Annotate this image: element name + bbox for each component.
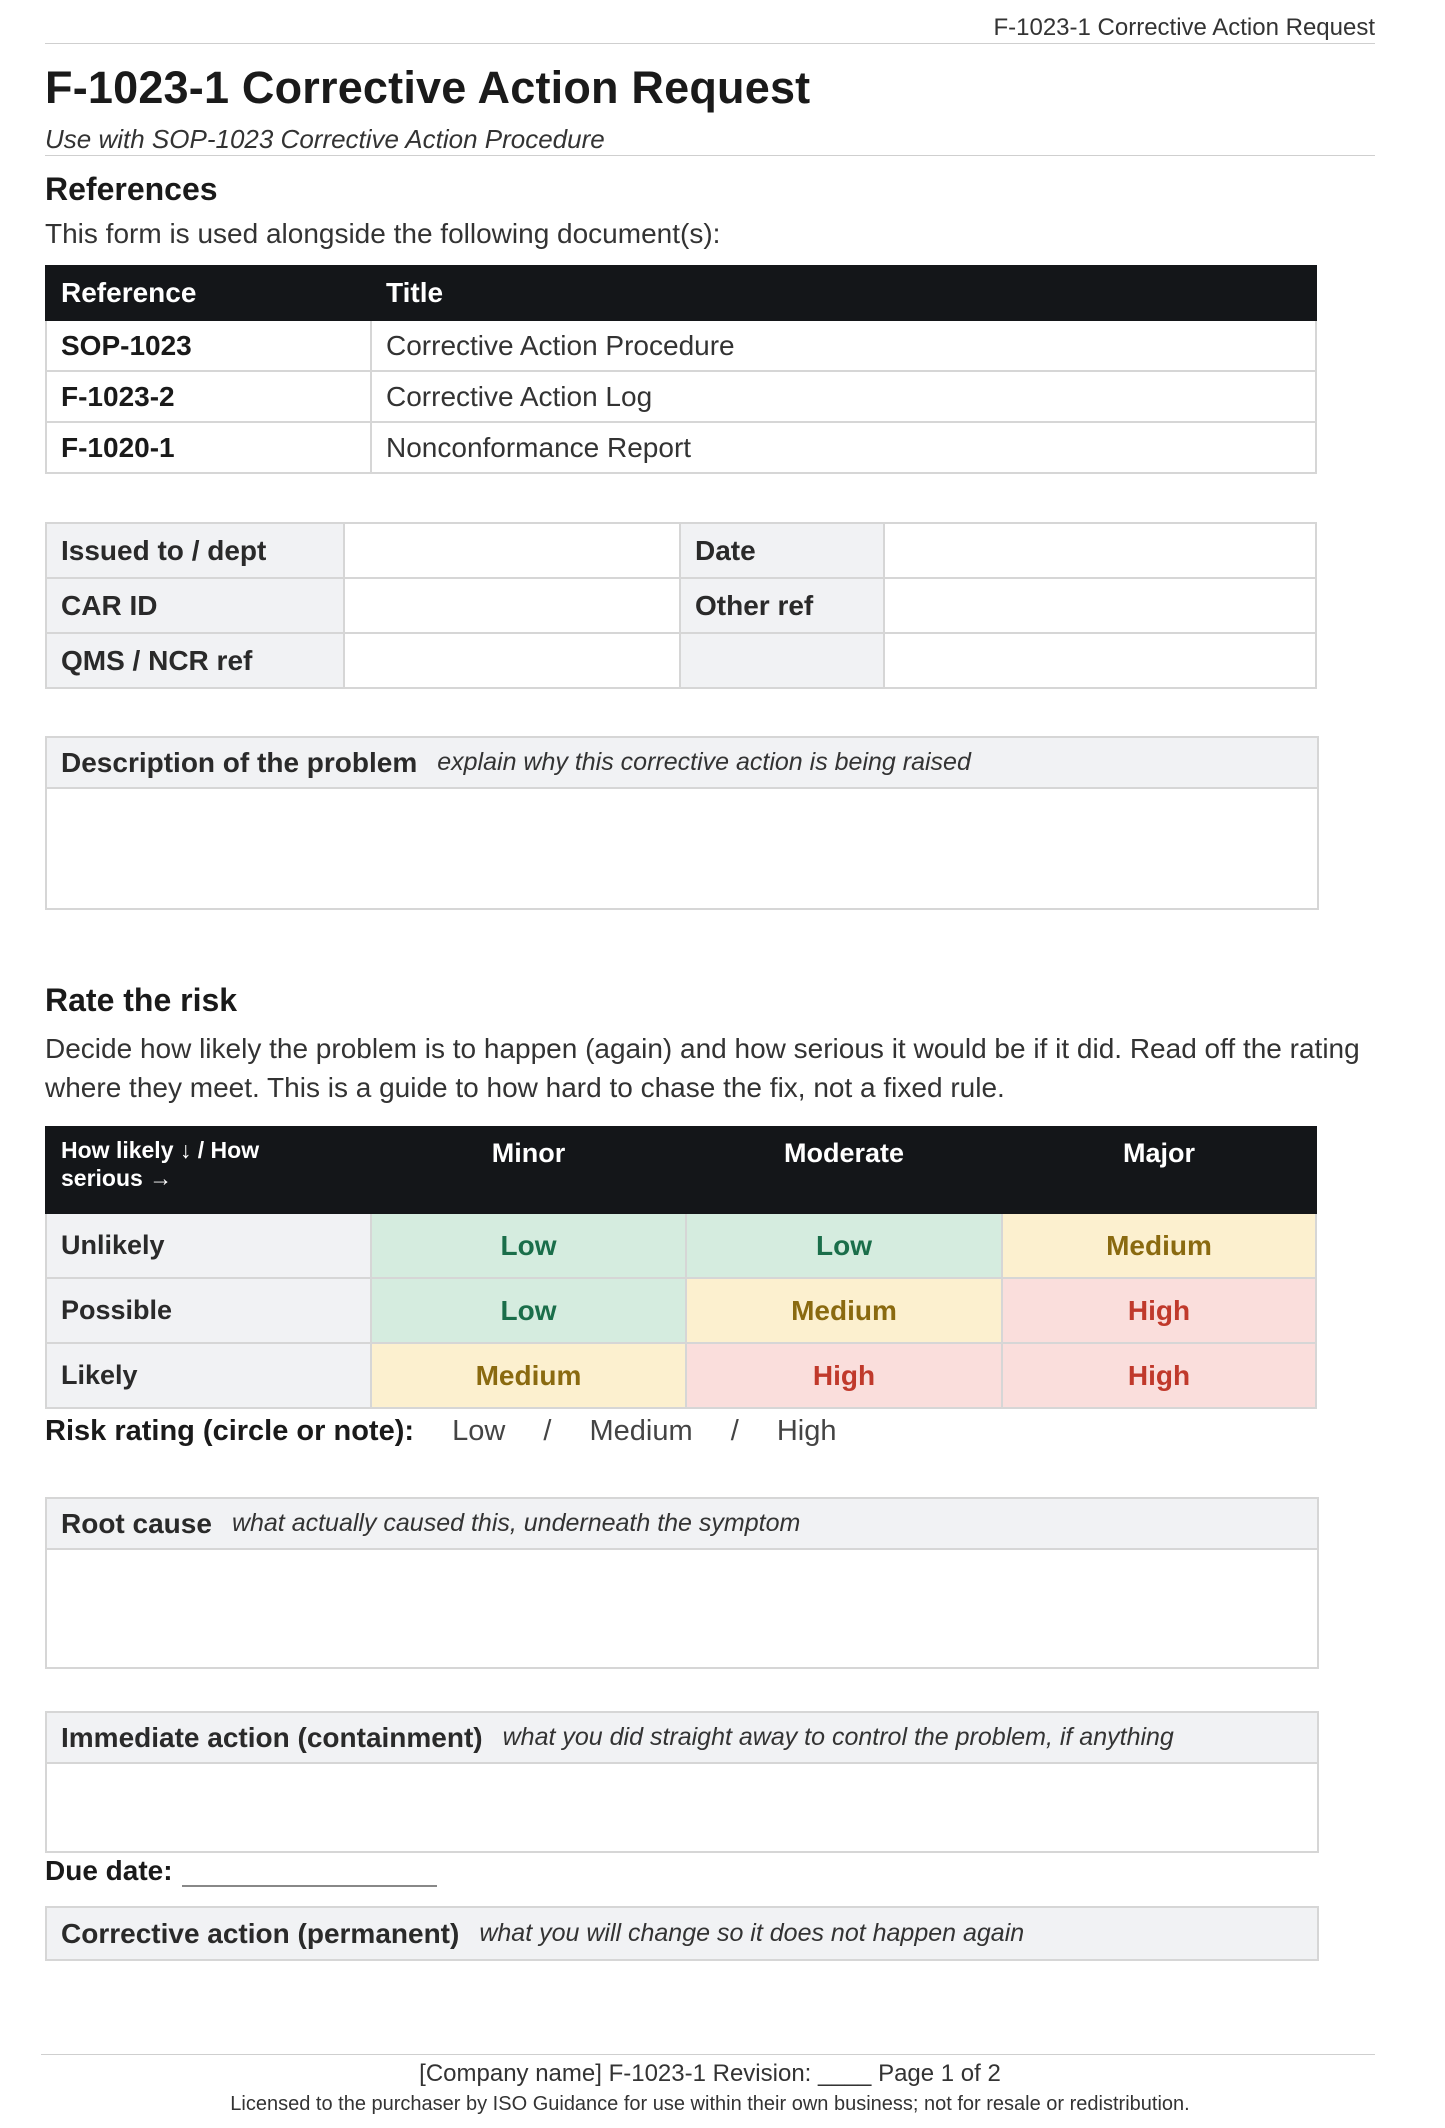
root-cause-field[interactable]: [47, 1550, 1317, 1663]
risk-cell-medium: Medium: [371, 1343, 686, 1408]
risk-cell-medium: Medium: [686, 1278, 1002, 1343]
qms-ncr-ref-label: QMS / NCR ref: [46, 633, 344, 688]
immediate-action-label: Immediate action (containment): [61, 1721, 483, 1753]
car-details-table: [45, 522, 1317, 689]
likelihood-label: Likely: [46, 1343, 371, 1408]
other-ref-label: Other ref: [680, 578, 884, 633]
references-heading: References: [45, 171, 218, 207]
references-intro: This form is used alongside the following document(s):: [45, 218, 721, 249]
date-field[interactable]: [884, 523, 1316, 578]
description-box: [45, 736, 1319, 910]
column-header-title: Title: [371, 266, 1316, 320]
risk-cell-high: High: [686, 1343, 1002, 1408]
references-header-row: [46, 266, 1316, 320]
risk-cell-low: Low: [686, 1213, 1002, 1278]
reference-code: F-1020-1: [46, 422, 371, 473]
description-field[interactable]: [47, 789, 1317, 904]
risk-header-row: [46, 1127, 1316, 1213]
reference-code: F-1023-2: [46, 371, 371, 422]
column-header-reference: Reference: [46, 266, 371, 320]
likelihood-row-unlikely: [46, 1213, 1316, 1278]
table-row: [46, 633, 1316, 688]
option-separator: /: [543, 1415, 552, 1447]
description-header: [47, 738, 1317, 789]
header-divider: [45, 43, 1375, 44]
risk-option-low[interactable]: Low: [452, 1415, 506, 1447]
date-label: Date: [680, 523, 884, 578]
corrective-action-label: Corrective action (permanent): [61, 1917, 460, 1949]
risk-heading: Rate the risk: [45, 982, 238, 1018]
reference-code: SOP-1023: [46, 320, 371, 371]
immediate-action-hint: what you did straight away to control the problem, if anything: [502, 1723, 1174, 1751]
table-row: [46, 523, 1316, 578]
root-cause-header: [47, 1499, 1317, 1550]
reference-title: Corrective Action Log: [371, 371, 1316, 422]
car-id-label: CAR ID: [46, 578, 344, 633]
immediate-action-header: [47, 1713, 1317, 1764]
footer-license: Licensed to the purchaser by ISO Guidance for use within their own business; not for resale or redistribution.: [230, 2093, 1190, 2115]
due-date-field[interactable]: [182, 1885, 437, 1887]
table-row: [46, 422, 1316, 473]
likelihood-label: Possible: [46, 1278, 371, 1343]
description-label: Description of the problem: [61, 746, 418, 778]
corner-label-line2: serious →: [61, 1165, 173, 1191]
corrective-action-box: [45, 1906, 1319, 1961]
table-row: [46, 578, 1316, 633]
risk-rating-label: Risk rating (circle or note):: [45, 1415, 415, 1447]
car-id-field[interactable]: [344, 578, 680, 633]
references-table: [45, 265, 1317, 474]
footer-doc-info: [Company name] F-1023-1 Revision: ____ Page 1 of 2: [419, 2060, 1001, 2087]
immediate-action-box: [45, 1711, 1319, 1853]
reference-title: Corrective Action Procedure: [371, 320, 1316, 371]
qms-ncr-ref-field[interactable]: [344, 633, 680, 688]
likelihood-row-possible: [46, 1278, 1316, 1343]
risk-option-medium[interactable]: Medium: [589, 1415, 693, 1447]
severity-moderate-header: Moderate: [686, 1127, 1002, 1213]
page-subtitle: Use with SOP-1023 Corrective Action Procedure: [45, 124, 605, 154]
due-date-label: Due date:: [45, 1855, 173, 1886]
root-cause-hint: what actually caused this, underneath the symptom: [231, 1509, 801, 1537]
root-cause-label: Root cause: [61, 1507, 212, 1539]
risk-option-high[interactable]: High: [776, 1415, 837, 1447]
issued-to-field[interactable]: [344, 523, 680, 578]
option-separator: /: [730, 1415, 739, 1447]
severity-minor-header: Minor: [371, 1127, 686, 1213]
description-hint: explain why this corrective action is being raised: [437, 748, 971, 776]
title-divider: [45, 155, 1375, 156]
reference-title: Nonconformance Report: [371, 422, 1316, 473]
blank-label-cell: [680, 633, 884, 688]
running-header: F-1023-1 Corrective Action Request: [993, 14, 1375, 41]
other-ref-field[interactable]: [884, 578, 1316, 633]
risk-cell-high: High: [1002, 1343, 1316, 1408]
likelihood-row-likely: [46, 1343, 1316, 1408]
risk-intro: Decide how likely the problem is to happen (again) and how serious it would be if it did. Read off the rating where they meet. This is a guide to how hard to chase the fix, not a fixed rule.: [45, 1033, 1360, 1103]
root-cause-box: [45, 1497, 1319, 1669]
immediate-action-field[interactable]: [47, 1764, 1317, 1847]
risk-cell-high: High: [1002, 1278, 1316, 1343]
risk-rating-line: [45, 1415, 836, 1448]
corrective-action-header: [47, 1908, 1317, 1959]
risk-cell-low: Low: [371, 1213, 686, 1278]
risk-cell-low: Low: [371, 1278, 686, 1343]
likelihood-label: Unlikely: [46, 1213, 371, 1278]
table-row: [46, 371, 1316, 422]
corrective-action-hint: what you will change so it does not happen again: [479, 1919, 1025, 1947]
blank-field[interactable]: [884, 633, 1316, 688]
corner-label-line1: How likely ↓ / How: [61, 1137, 260, 1163]
risk-cell-medium: Medium: [1002, 1213, 1316, 1278]
table-row: [46, 320, 1316, 371]
severity-major-header: Major: [1002, 1127, 1316, 1213]
matrix-corner-label: [46, 1127, 371, 1213]
issued-to-label: Issued to / dept: [46, 523, 344, 578]
risk-matrix: [45, 1126, 1317, 1409]
page-title: F-1023-1 Corrective Action Request: [45, 62, 811, 113]
footer-divider: [41, 2054, 1375, 2055]
